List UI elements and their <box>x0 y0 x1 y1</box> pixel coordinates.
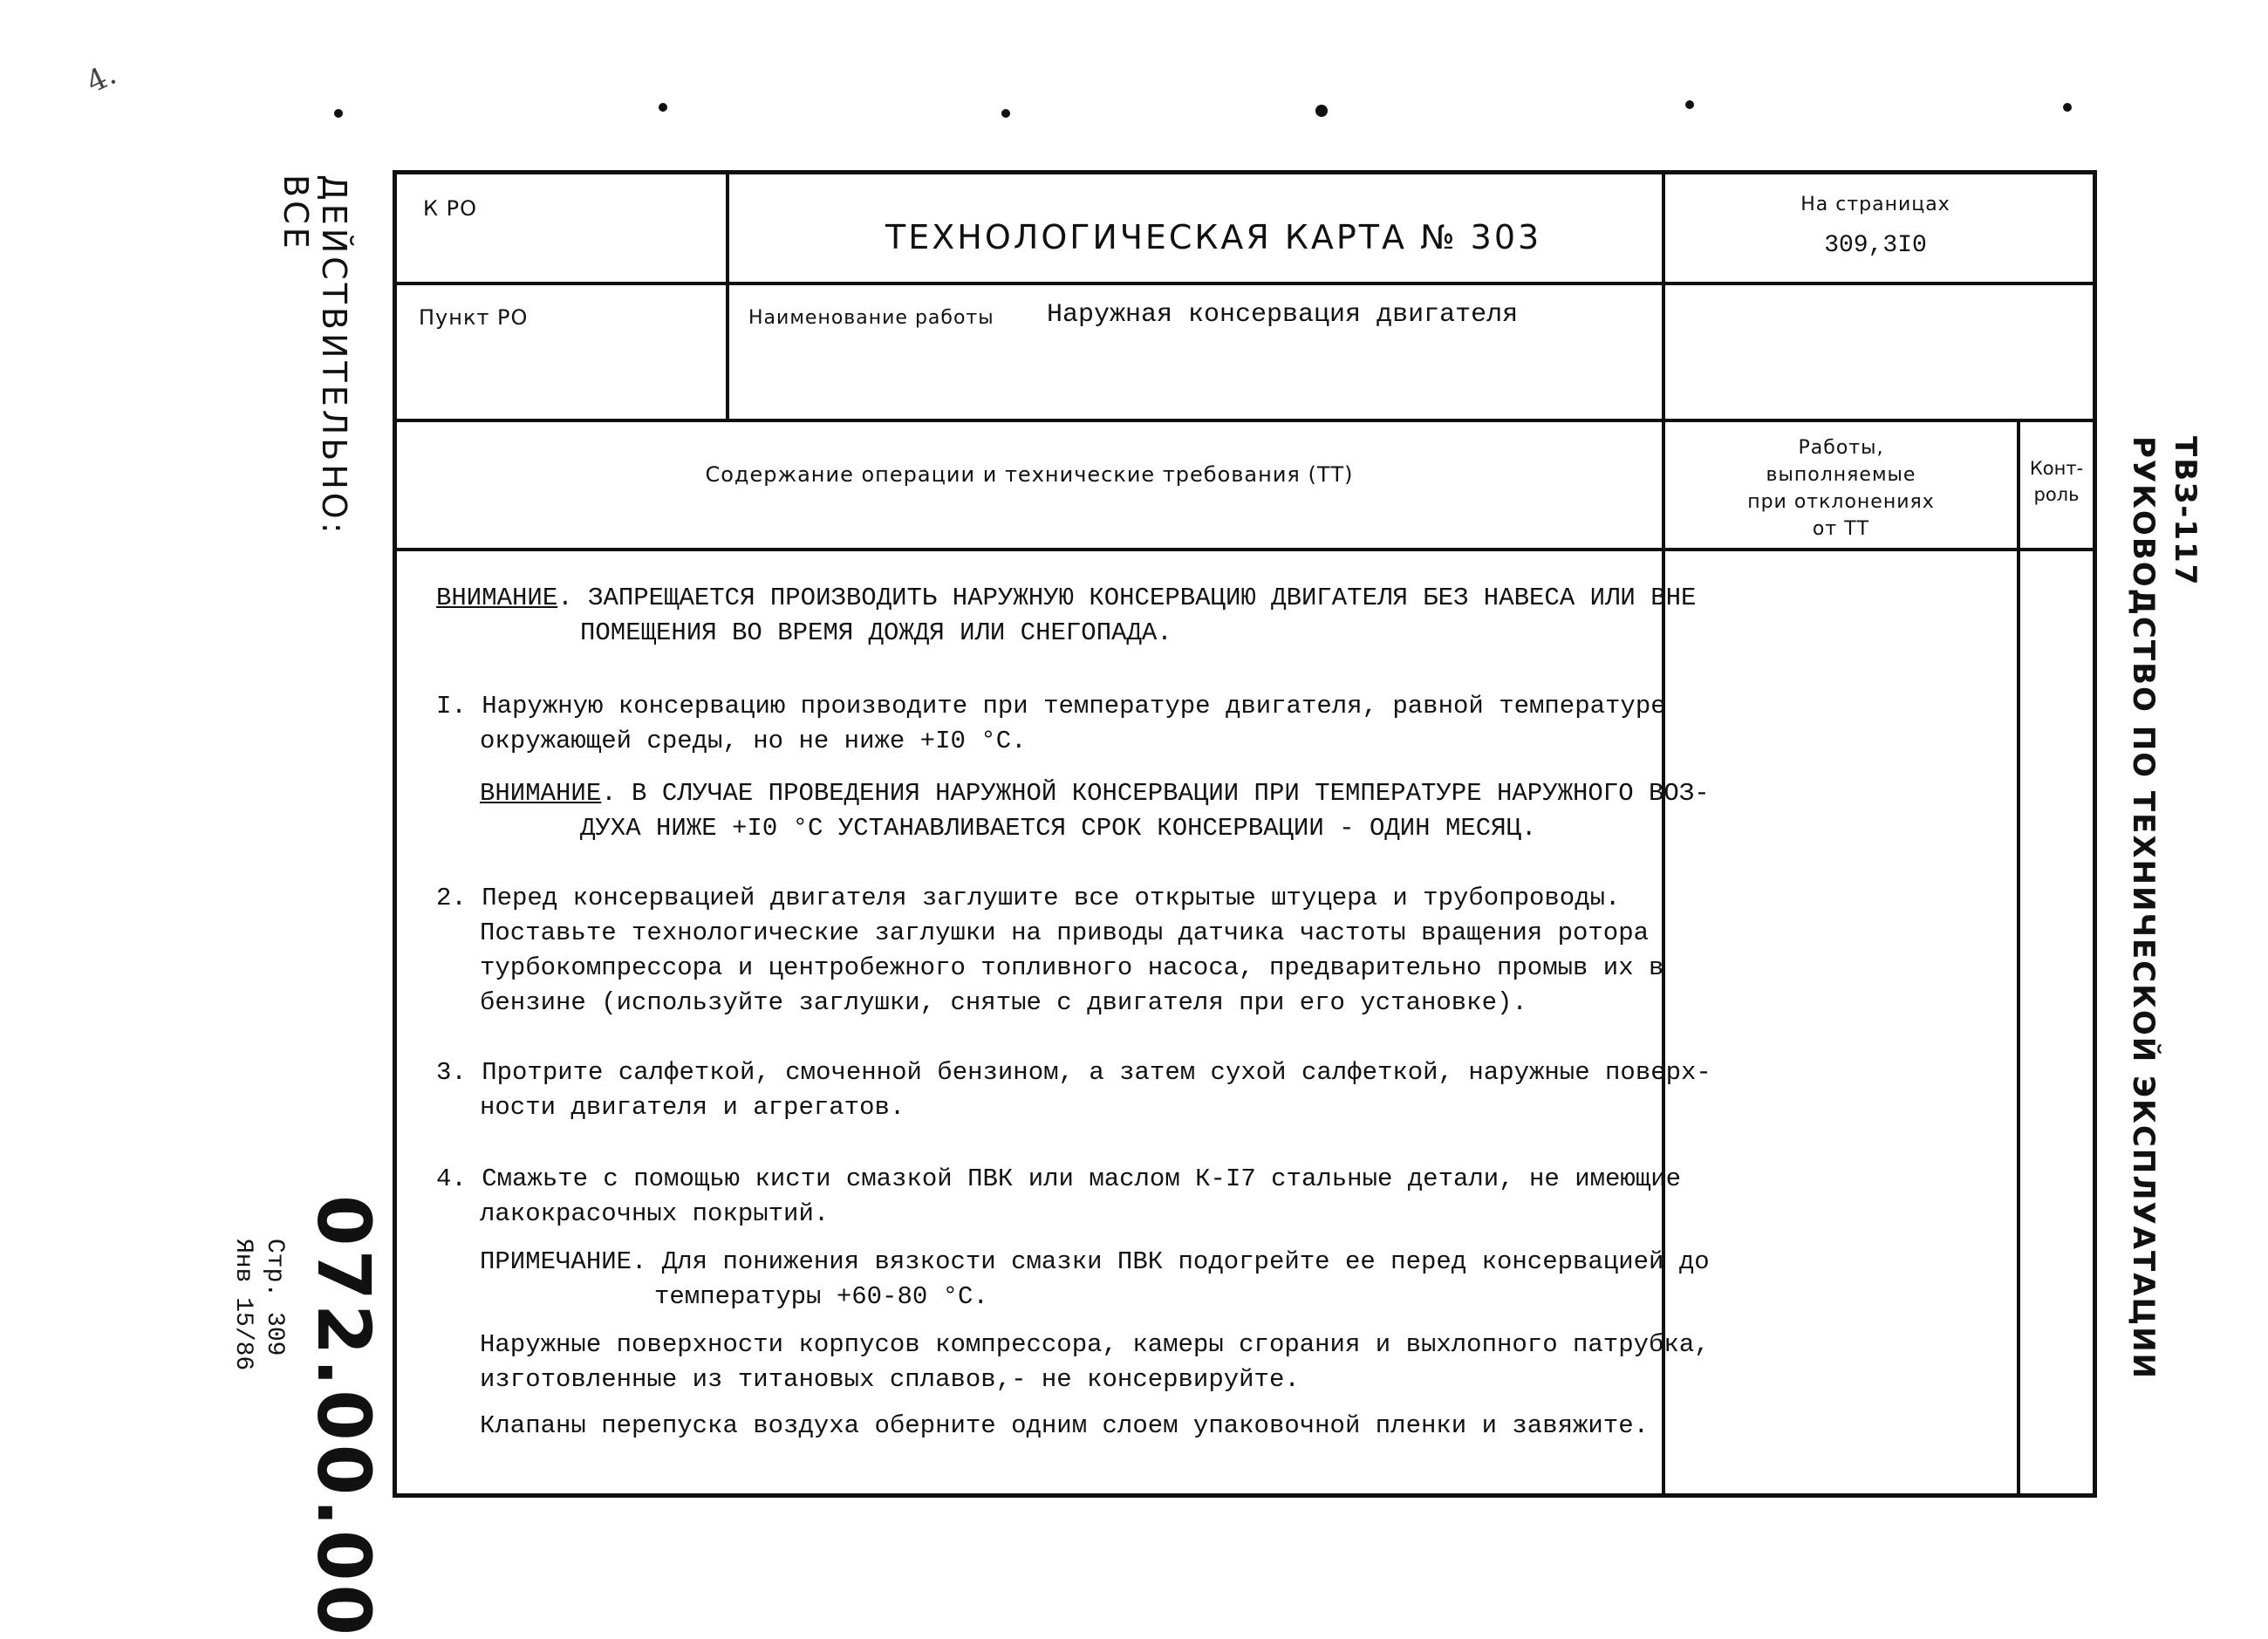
rule <box>2017 419 2020 1493</box>
page-number: Стр. 309 <box>261 1239 288 1356</box>
paragraph-line: Клапаны перепуска воздуха оберните одним слоем упаковочной пленки и завяжите. <box>480 1411 1650 1440</box>
warning-2-line <box>480 776 1710 811</box>
work-name-label: Наименование работы <box>748 307 994 329</box>
step-line: бензине (используйте заглушки, снятые с двигателя при его установке). <box>480 988 1527 1017</box>
deviations-line: от ТТ <box>1812 518 1870 540</box>
warning-text: . ЗАПРЕЩАЕТСЯ ПРОИЗВОДИТЬ НАРУЖНУЮ КОНСЕРВАЦИЮ ДВИГАТЕЛЯ БЕЗ НАВЕСА ИЛИ ВНЕ <box>557 584 1697 612</box>
page-info <box>227 1239 290 1370</box>
model-label: ТВЗ-117 <box>2168 436 2203 587</box>
scan-dot <box>1001 109 1010 118</box>
page-title: ТЕХНОЛОГИЧЕСКАЯ КАРТА № 303 <box>885 218 1542 256</box>
warning-label: ВНИМАНИЕ <box>480 779 602 808</box>
document-code: 072.00.00 <box>301 1195 386 1639</box>
control-column-header <box>2020 455 2093 508</box>
step-2 <box>436 881 1663 1021</box>
warning-2-line: ДУХА НИЖЕ +I0 °С УСТАНАВЛИВАЕТСЯ СРОК КОНСЕРВАЦИИ - ОДИН МЕСЯЦ. <box>580 814 1537 843</box>
rule <box>397 419 2093 422</box>
punkt-ro-label: Пункт РО <box>419 305 529 330</box>
step-line: турбокомпрессора и центробежного топливного насоса, предварительно промыв их в <box>480 953 1664 982</box>
warning-2 <box>480 776 1710 846</box>
rule <box>397 548 2093 551</box>
manual-label: РУКОВОДСТВО ПО ТЕХНИЧЕСКОЙ ЭКСПЛУАТАЦИИ <box>2126 436 2161 1380</box>
pages-value: 309,3I0 <box>1824 232 1927 259</box>
paragraph-line: изготовленные из титановых сплавов,- не консервируйте. <box>480 1365 1300 1394</box>
deviations-column-header <box>1665 434 2017 543</box>
tech-card <box>393 170 2097 1498</box>
warning-1-line <box>436 581 1696 616</box>
step-3 <box>436 1055 1711 1125</box>
manual-title <box>2122 436 2206 1380</box>
work-name: Наружная консервация двигателя <box>1047 300 1519 330</box>
revision-date: Янв 15/86 <box>229 1239 256 1371</box>
rule <box>726 174 729 420</box>
note-line: температуры +60-80 °С. <box>654 1282 988 1311</box>
deviations-line: выполняемые <box>1766 464 1916 486</box>
scan-dot <box>659 103 667 112</box>
warning-label: ВНИМАНИЕ <box>436 584 558 612</box>
step-4 <box>436 1162 1681 1232</box>
paragraph-valves <box>480 1409 1649 1444</box>
pages-label: На страницах <box>1800 194 1950 215</box>
step-line: I. Наружную консервацию производите при температуре двигателя, равной температуре <box>436 692 1666 720</box>
warning-1-line: ПОМЕЩЕНИЯ ВО ВРЕМЯ ДОЖДЯ ИЛИ СНЕГОПАДА. <box>580 618 1172 647</box>
deviations-line: при отклонениях <box>1747 491 1935 513</box>
paragraph-titanium <box>480 1328 1710 1397</box>
rule <box>397 282 2093 285</box>
corner-mark: 4. <box>81 57 122 100</box>
deviations-line: Работы, <box>1798 437 1884 459</box>
step-line: 4. Смажьте с помощью кисти смазкой ПВК или маслом К-I7 стальные детали, не имеющие <box>436 1164 1682 1193</box>
step-1 <box>436 689 1666 759</box>
validity-label: ДЕЙСТВИТЕЛЬНО: ВСЕ <box>277 174 353 537</box>
paragraph-line: Наружные поверхности корпусов компрессора, камеры сгорания и выхлопного патрубка, <box>480 1330 1710 1359</box>
step-line: окружающей среды, но не ниже +I0 °С. <box>480 727 1027 755</box>
step-line: лакокрасочных покрытий. <box>480 1199 830 1228</box>
step-line: 3. Протрите салфеткой, смоченной бензином, а затем сухой салфеткой, наружные поверх- <box>436 1058 1711 1087</box>
step-line: Поставьте технологические заглушки на приводы датчика частоты вращения ротора <box>480 919 1650 947</box>
control-line: Конт- <box>2029 458 2084 479</box>
warning-1 <box>436 581 1696 651</box>
control-line: роль <box>2033 484 2080 505</box>
content-column-header: Содержание операции и технические требования (ТТ) <box>705 462 1354 487</box>
k-ro-label: К РО <box>423 196 478 221</box>
step-line: ности двигателя и агрегатов. <box>480 1093 905 1122</box>
warning-text: . В СЛУЧАЕ ПРОВЕДЕНИЯ НАРУЖНОЙ КОНСЕРВАЦИИ ПРИ ТЕМПЕРАТУРЕ НАРУЖНОГО ВОЗ- <box>601 779 1710 808</box>
note-line: ПРИМЕЧАНИЕ. Для понижения вязкости смазки ПВК подогрейте ее перед консервацией до <box>480 1247 1710 1276</box>
scan-dot <box>1685 100 1694 109</box>
step-line: 2. Перед консервацией двигателя заглушите все открытые штуцера и трубопроводы. <box>436 884 1621 912</box>
scan-dot <box>1315 105 1328 117</box>
note <box>480 1245 1710 1315</box>
scan-dot <box>2063 103 2072 112</box>
scan-dot <box>334 109 343 118</box>
